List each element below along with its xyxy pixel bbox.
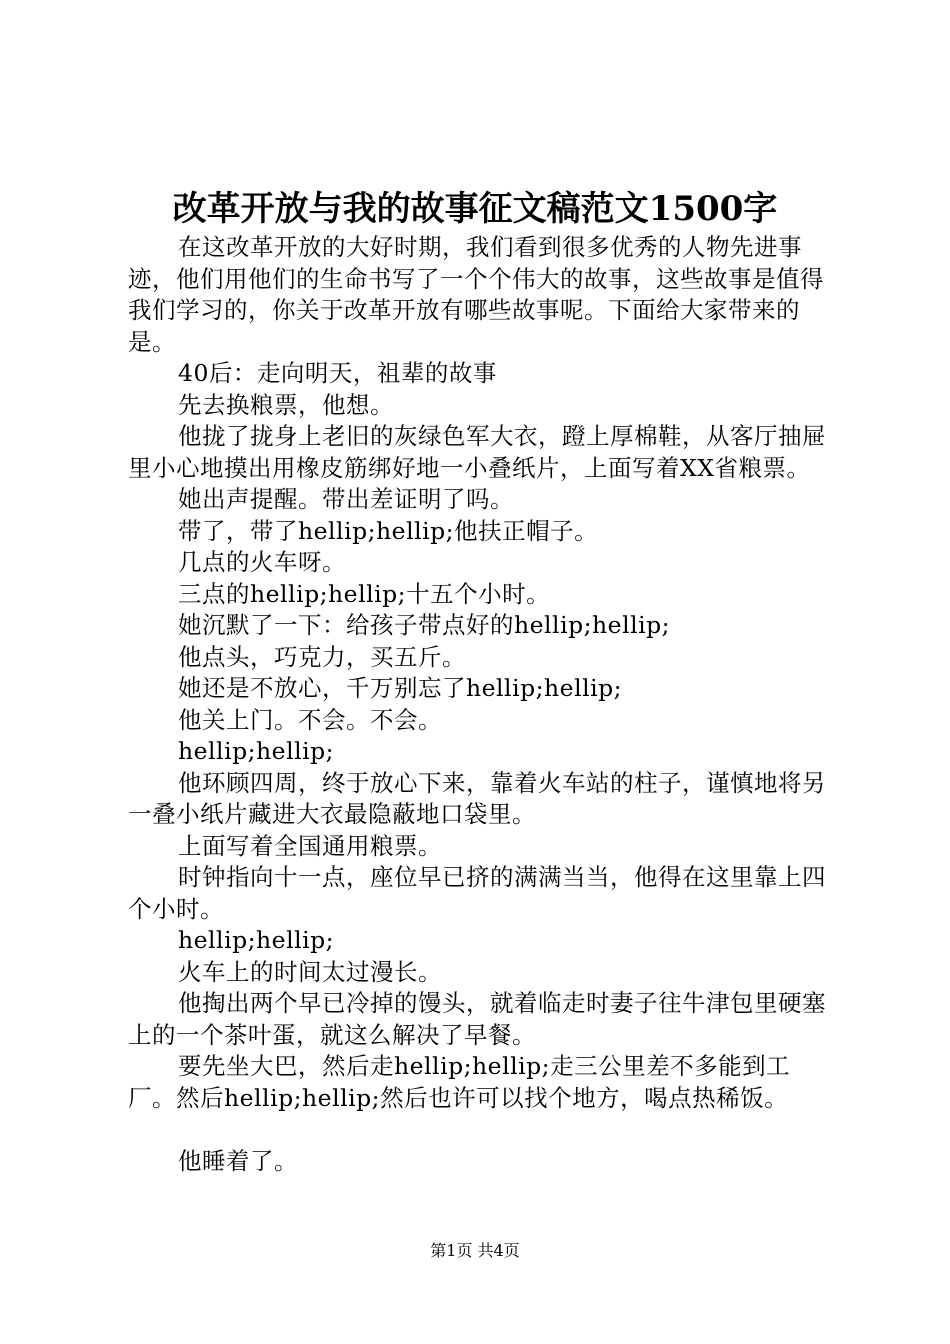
paragraph: 三点的hellip;hellip;十五个小时。 — [178, 579, 551, 608]
paragraph: 火车上的时间太过漫长。 — [178, 957, 442, 986]
paragraph: 她还是不放心，千万别忘了hellip;hellip; — [178, 674, 623, 702]
page-number-footer: 第1页 共4页 — [430, 1241, 520, 1260]
paragraph: 他环顾四周，终于放心下来，靠着火车站的柱子，谨慎地将另一叠小纸片藏进大衣最隐蔽地口袋里。 — [128, 768, 826, 828]
paragraph: 她出声提醒。带出差证明了吗。 — [178, 485, 514, 513]
paragraph: 几点的火车呀。 — [178, 548, 346, 576]
paragraph: hellip;hellip; — [178, 926, 335, 954]
paragraph: 要先坐大巴，然后走hellip;hellip;走三公里差不多能到工厂。然后hellip;hellip;然后也许可以找个地方，喝点热稀饭。 — [128, 1052, 791, 1112]
paragraph: 在这改革开放的大好时期，我们看到很多优秀的人物先进事迹，他们用他们的生命书写了一个个伟大的故事，这些故事是值得我们学习的，你关于改革开放有哪些故事呢。下面给大家带来的是。 — [128, 233, 824, 356]
paragraph: 带了，带了hellip;hellip;他扶正帽子。 — [178, 516, 599, 545]
paragraph: 他拢了拢身上老旧的灰绿色军大衣，蹬上厚棉鞋，从客厅抽屉里小心地摸出用橡皮筋绑好地一小叠纸片，上面写着XX省粮票。 — [128, 422, 826, 482]
paragraph: 他点头，巧克力，买五斤。 — [178, 642, 466, 671]
paragraph: 他掏出两个早已冷掉的馒头，就着临走时妻子往牛津包里硬塞上的一个茶叶蛋，就这么解决了早餐。 — [128, 989, 826, 1049]
paragraph: 上面写着全国通用粮票。 — [178, 831, 442, 860]
paragraph: 40后：走向明天，祖辈的故事 — [178, 359, 497, 387]
paragraph: 他睡着了。 — [178, 1146, 298, 1175]
paragraph: 先去换粮票，他想。 — [178, 390, 394, 419]
paragraph: hellip;hellip; — [178, 737, 335, 765]
paragraph: 他关上门。不会。不会。 — [178, 705, 442, 734]
paragraph: 她沉默了一下：给孩子带点好的hellip;hellip; — [178, 611, 671, 639]
document-body — [128, 232, 838, 1177]
document-title: 改革开放与我的故事征文稿范文1500字 — [172, 189, 778, 229]
paragraph: 时钟指向十一点，座位早已挤的满满当当，他得在这里靠上四个小时。 — [128, 863, 826, 923]
